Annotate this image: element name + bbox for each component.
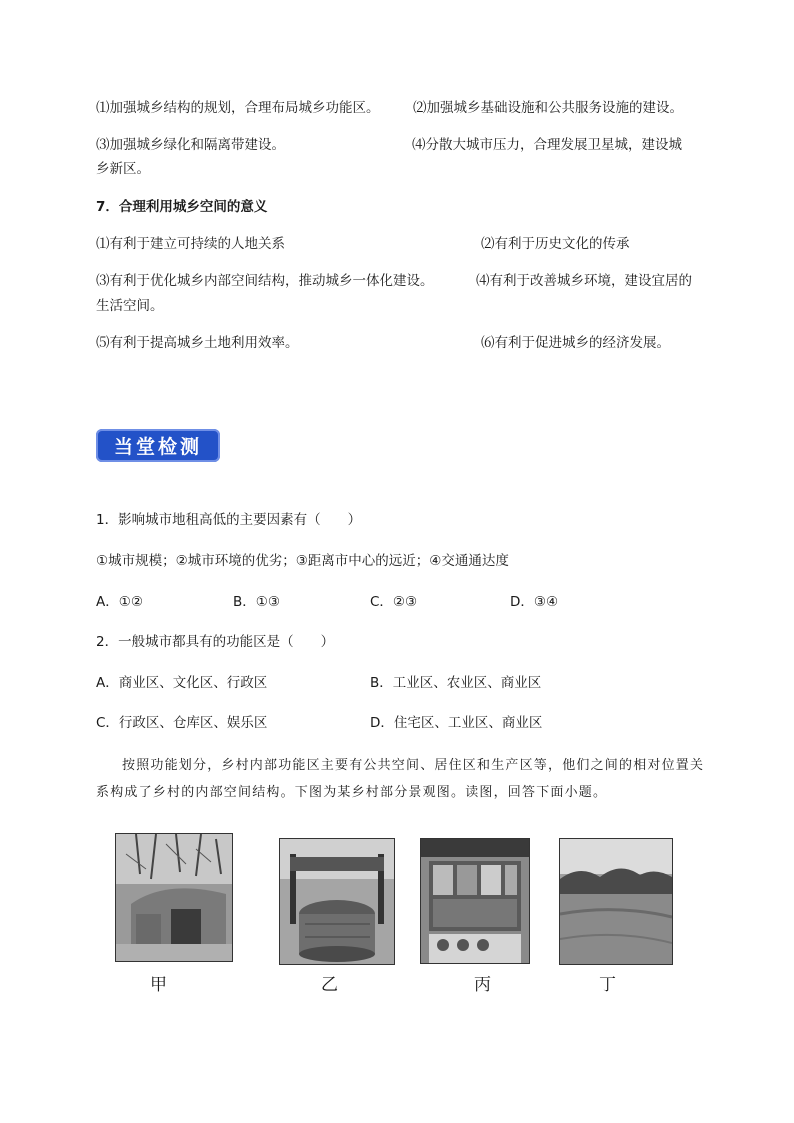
question-2-option-d[interactable]: D．住宅区、工业区、商业区 — [370, 715, 543, 731]
question-2-option-b[interactable]: B．工业区、农业区、商业区 — [370, 675, 542, 691]
measure-item-2: ⑵加强城乡基础设施和公共服务设施的建设。 — [413, 100, 683, 116]
question-1-option-d[interactable]: D．③④ — [510, 594, 559, 610]
banner-label: 当堂检测 — [113, 436, 202, 458]
significance-item-1: ⑴有利于建立可持续的人地关系 — [96, 236, 285, 252]
measure-item-4: ⑷分散大城市压力，合理发展卫星城，建设城 — [412, 137, 682, 153]
question-1-option-a[interactable]: A．①② — [96, 594, 143, 610]
question-1-option-c[interactable]: C．②③ — [370, 594, 418, 610]
question-2-option-c[interactable]: C．行政区、仓库区、娱乐区 — [96, 715, 268, 731]
question-1-statement: ①城市规模；②城市环境的优劣；③距离市中心的远近；④交通通达度 — [96, 553, 509, 569]
measure-item-1: ⑴加强城乡结构的规划，合理布局城乡功能区。 — [96, 100, 380, 116]
intro-line-1: 按照功能划分，乡村内部功能区主要有公共空间、居住区和生产区等，他们之间的相对位置关 — [122, 758, 705, 773]
measure-item-4-cont: 乡新区。 — [96, 161, 150, 177]
significance-item-3: ⑶有利于优化城乡内部空间结构，推动城乡一体化建设。 — [96, 273, 434, 289]
significance-item-4: ⑷有利于改善城乡环境，建设宜居的 — [476, 273, 692, 289]
question-2-option-a[interactable]: A．商业区、文化区、行政区 — [96, 675, 268, 691]
measure-item-3: ⑶加强城乡绿化和隔离带建设。 — [96, 137, 285, 153]
intro-line-2: 系构成了乡村的内部空间结构。下图为某乡村部分景观图。读图，回答下面小题。 — [96, 785, 608, 800]
question-1-stem: 1．影响城市地租高低的主要因素有（ ） — [96, 512, 362, 528]
significance-item-2: ⑵有利于历史文化的传承 — [481, 236, 630, 252]
photo-caption-jia: 甲 — [150, 975, 167, 995]
significance-item-6: ⑹有利于促进城乡的经济发展。 — [481, 335, 670, 351]
photo-caption-bing: 丙 — [474, 975, 491, 995]
question-1-option-b[interactable]: B．①③ — [233, 594, 280, 610]
significance-item-5: ⑸有利于提高城乡土地利用效率。 — [96, 335, 299, 351]
section-banner — [96, 429, 220, 462]
section-7-title: 7．合理利用城乡空间的意义 — [96, 199, 268, 215]
field-photo — [559, 838, 673, 965]
well-photo — [279, 838, 395, 965]
house-photo — [115, 833, 233, 962]
photo-caption-yi: 乙 — [321, 975, 338, 995]
significance-item-4-cont: 生活空间。 — [96, 298, 164, 314]
shop-photo — [420, 838, 530, 964]
question-2-stem: 2．一般城市都具有的功能区是（ ） — [96, 634, 335, 650]
photo-caption-ding: 丁 — [599, 975, 616, 995]
